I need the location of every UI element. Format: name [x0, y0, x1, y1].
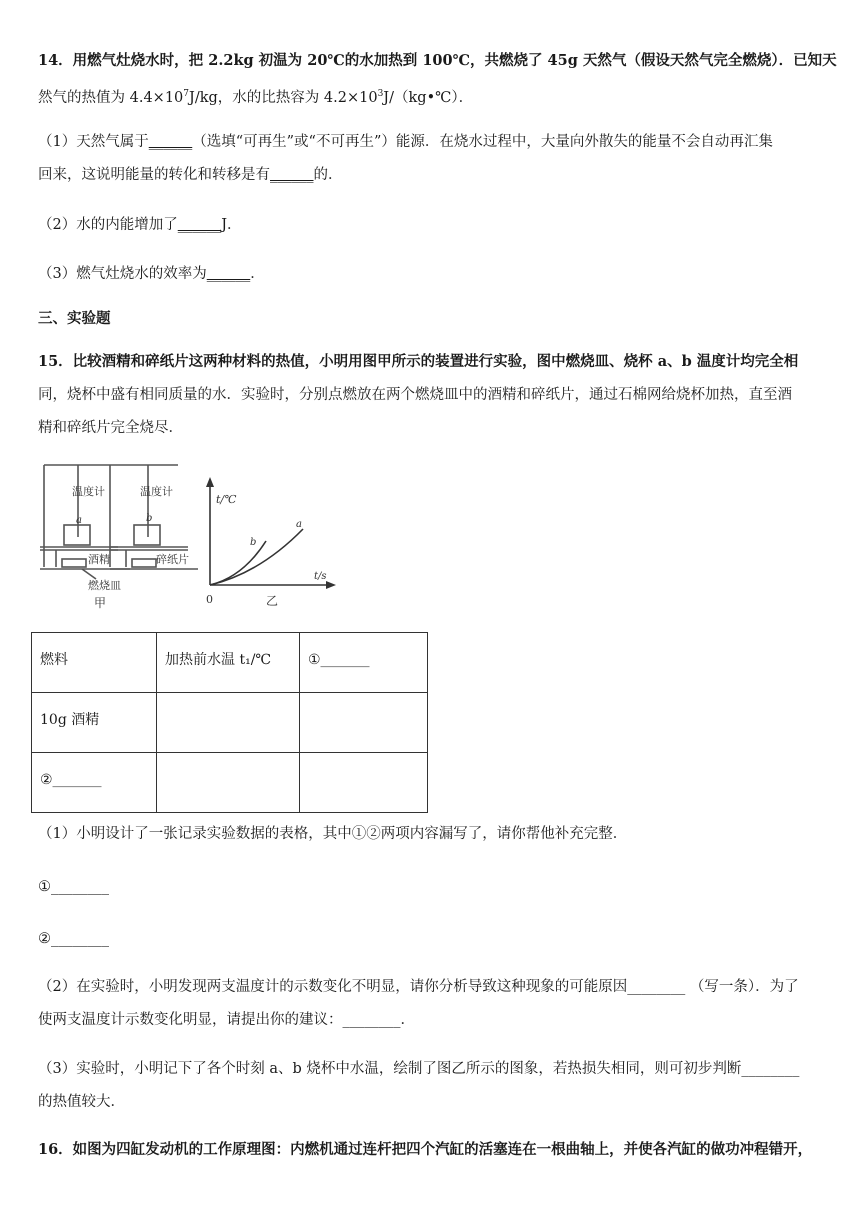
- q14-part1-line1: [38, 132, 773, 152]
- q15-part3-line1: [38, 1059, 799, 1079]
- table-row: [32, 693, 428, 753]
- exponent-2: 3: [377, 89, 384, 99]
- answer-blank-1[interactable]: ①________: [38, 879, 109, 895]
- beaker-b-label: b: [146, 513, 153, 524]
- q15-line-1: [38, 352, 798, 372]
- table-cell[interactable]: ②_______: [32, 753, 157, 813]
- answer-blank[interactable]: ______: [177, 217, 222, 233]
- q15-part1: （1）小明设计了一张记录实验数据的表格，其中①②两项内容漏写了，请你帮他补充完整．: [38, 826, 628, 842]
- q14-p1-text-c: 回来，这说明能量的转化和转移是有: [38, 167, 270, 183]
- answer-blank[interactable]: ______: [148, 134, 193, 150]
- q14-part3: [38, 264, 265, 284]
- record-table: [31, 632, 428, 813]
- table-cell[interactable]: [157, 693, 300, 753]
- graph-origin: 0: [206, 593, 213, 606]
- table-cell[interactable]: [300, 753, 428, 813]
- q14-p3-end: ．: [250, 266, 265, 282]
- q14-p1-text-b: （选填“可再生”或“不可再生”）能源．在烧水过程中，大量向外散失的能量不会自动再汇集: [192, 134, 773, 150]
- q14-specific-heat: J/kg，水的比热容为 4.2×10: [189, 89, 378, 106]
- thermometer-label-b: 温度计: [140, 485, 173, 498]
- q15-p3-text: （3）实验时，小明记下了各个时刻 a、b 烧杯中水温，绘制了图乙所示的图象，若热损失相同，则可初步判断: [38, 1061, 742, 1077]
- experiment-figure: [38, 455, 358, 625]
- exponent-1: 7: [183, 89, 190, 99]
- q14-p1-text-d: 的．: [313, 167, 343, 183]
- q14-p2-text: （2）水的内能增加了: [38, 217, 178, 233]
- q15-part3-line2: 的热值较大．: [38, 1094, 125, 1110]
- q14-unit: J/（kg•℃）．: [383, 89, 474, 106]
- figure-caption-yi: 乙: [266, 594, 279, 608]
- table-cell[interactable]: [157, 753, 300, 813]
- answer-blank[interactable]: ______: [270, 167, 314, 183]
- answer-blank[interactable]: ______: [206, 266, 251, 282]
- q15-line-2: 同，烧杯中盛有相同质量的水．实验时，分别点燃放在两个燃烧皿中的酒精和碎纸片，通过石棉网给烧杯加热，直至酒: [38, 387, 792, 403]
- q16-text: 16．如图为四缸发动机的工作原理图：内燃机通过连杆把四个汽缸的活塞连在一根曲轴上，并使各汽缸的做功冲程错开，: [38, 1141, 813, 1158]
- graph-y-label: t/℃: [216, 493, 237, 506]
- answer-blank[interactable]: ________: [741, 1061, 800, 1077]
- paper-label: 碎纸片: [156, 553, 189, 566]
- table-row: [32, 753, 428, 813]
- q14-text: 14．用燃气灶烧水时，把 2.2kg 初温为 20℃的水加热到 100℃，共燃烧了 45g 天然气（假设天然气完全燃烧）．已知天: [38, 52, 837, 69]
- q15-p2-text-c: 使两支温度计示数变化明显，请提出你的建议：: [38, 1012, 343, 1028]
- q16-line-1: [38, 1140, 812, 1160]
- table-cell: 10g 酒精: [32, 693, 157, 753]
- q14-heat-value: 然气的热值为 4.4×10: [38, 89, 184, 106]
- curve-a: [210, 529, 303, 585]
- curve-b-label: b: [250, 537, 257, 548]
- q15-p2-text-b: （写一条）．为了: [685, 979, 799, 995]
- answer-blank[interactable]: ________: [627, 979, 686, 995]
- thermometer-label-a: 温度计: [72, 485, 105, 498]
- q14-p2-unit: J．: [221, 217, 242, 233]
- table-cell[interactable]: [300, 693, 428, 753]
- q15-p2-end: ．: [400, 1012, 415, 1028]
- table-header-cell[interactable]: ①_______: [300, 633, 428, 693]
- table-header-cell: 燃料: [32, 633, 157, 693]
- q14-part2: [38, 215, 242, 235]
- beaker-a-label: a: [76, 515, 82, 526]
- curve-a-label: a: [296, 519, 302, 530]
- q14-p3-text: （3）燃气灶烧水的效率为: [38, 266, 207, 282]
- q14-p1-text-a: （1）天然气属于: [38, 134, 149, 150]
- q14-part1-line2: [38, 165, 343, 185]
- figure-caption-jia: 甲: [94, 596, 107, 610]
- table-header-cell: 加热前水温 t₁/℃: [157, 633, 300, 693]
- q15-part2-line2: [38, 1010, 415, 1030]
- answer-blank[interactable]: ________: [342, 1012, 401, 1028]
- q14-line-2: [38, 84, 473, 108]
- graph-x-label: t/s: [314, 571, 327, 582]
- dish-label: 燃烧皿: [88, 579, 121, 592]
- answer-blank-2[interactable]: ②________: [38, 931, 109, 947]
- section-heading: 三、实验题: [38, 310, 111, 327]
- curve-b: [210, 541, 266, 585]
- alcohol-label: 酒精: [88, 553, 110, 566]
- q15-p2-text-a: （2）在实验时，小明发现两支温度计的示数变化不明显，请你分析导致这种现象的可能原因: [38, 979, 628, 995]
- table-row: [32, 633, 428, 693]
- x-axis-arrow-icon: [326, 581, 336, 589]
- q15-line-3: 精和碎纸片完全烧尽．: [38, 420, 183, 436]
- q15-part2-line1: [38, 977, 799, 997]
- y-axis-arrow-icon: [206, 477, 214, 487]
- q14-line-1: [38, 51, 837, 71]
- q15-text-1: 15．比较酒精和碎纸片这两种材料的热值，小明用图甲所示的装置进行实验，图中燃烧皿、烧杯 a、b 温度计均完全相: [38, 353, 799, 370]
